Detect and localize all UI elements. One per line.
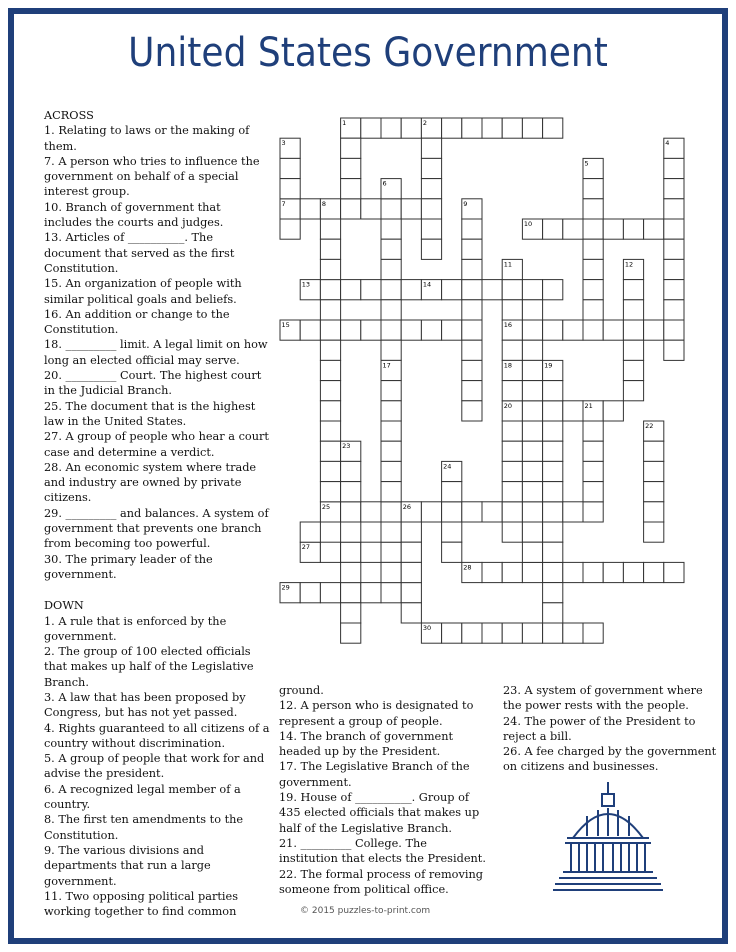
cell-number: 9 — [463, 199, 468, 208]
cell-number: 5 — [584, 159, 589, 168]
grid-cell[interactable] — [462, 280, 482, 300]
cell-number: 3 — [281, 139, 286, 148]
grid-cell[interactable] — [583, 623, 603, 643]
cell-number: 19 — [544, 361, 553, 370]
grid-cell[interactable] — [442, 280, 462, 300]
grid-cell[interactable] — [502, 381, 522, 401]
cell-number: 16 — [503, 321, 512, 329]
clue-text: 7. A person who tries to influence the government on behalf of a special interest group. — [44, 154, 260, 199]
grid-cell[interactable] — [381, 320, 401, 340]
grid-cell[interactable] — [381, 441, 401, 461]
grid-cell[interactable] — [543, 280, 563, 300]
clue-text: 10. Branch of government that includes the courts and judges. — [44, 200, 224, 230]
grid-cell[interactable] — [381, 421, 401, 441]
grid-cell[interactable] — [401, 542, 421, 562]
clue-text: 1. Relating to laws or the making of them. — [44, 124, 250, 153]
grid-cell[interactable] — [381, 239, 401, 259]
cell-number: 13 — [301, 280, 310, 289]
grid-cell[interactable] — [320, 340, 340, 360]
clue-text: 24. The power of the President to reject a bill. — [503, 714, 696, 743]
cell-number: 30 — [422, 624, 432, 632]
grid-cell[interactable] — [502, 118, 522, 138]
grid-cell[interactable] — [543, 441, 563, 461]
grid-cell[interactable] — [341, 502, 361, 522]
grid-cell[interactable] — [644, 562, 664, 582]
grid-cell[interactable] — [320, 320, 340, 340]
clue-text: 13. Articles of __________. The document that served as the first Constitution. — [44, 231, 235, 275]
grid-cell[interactable] — [300, 199, 320, 219]
grid-cell[interactable] — [381, 219, 401, 239]
grid-cell[interactable] — [320, 360, 340, 380]
grid-cell[interactable] — [320, 542, 340, 562]
clue-text: 29. _________ and balances. A system of government that prevents one branch from becoming too powerful. — [44, 506, 269, 551]
grid-cell[interactable] — [623, 340, 643, 360]
grid-cell[interactable] — [381, 583, 401, 603]
grid-cell[interactable] — [664, 259, 684, 279]
grid-cell[interactable] — [300, 522, 320, 542]
clue-text: 4. Rights guaranteed to all citizens of a country without discrimination. — [44, 721, 270, 750]
cell-number: 7 — [281, 199, 286, 208]
cell-number: 10 — [523, 220, 533, 228]
grid-cell[interactable] — [320, 381, 340, 401]
cell-number: 11 — [503, 260, 512, 269]
grid-cell[interactable] — [502, 300, 522, 320]
clue-text: 18. _________ limit. A legal limit on how long an elected official may serve. — [44, 338, 268, 367]
clue-text: 28. An economic system where trade and industry are owned by private citizens. — [44, 460, 257, 505]
grid-cell[interactable] — [522, 461, 542, 481]
grid-cell[interactable] — [644, 320, 664, 340]
grid-cell[interactable] — [300, 583, 320, 603]
grid-cell[interactable] — [401, 522, 421, 542]
grid-cell[interactable] — [401, 320, 421, 340]
grid-cell[interactable] — [522, 280, 542, 300]
grid-cell[interactable] — [320, 441, 340, 461]
grid-cell[interactable] — [462, 623, 482, 643]
grid-cell[interactable] — [381, 280, 401, 300]
grid-cell[interactable] — [341, 583, 361, 603]
grid-cell[interactable] — [482, 623, 502, 643]
grid-cell[interactable] — [361, 320, 381, 340]
grid-cell[interactable] — [664, 562, 684, 582]
grid-cell[interactable] — [563, 562, 583, 582]
cell-number: 24 — [443, 462, 452, 471]
grid-cell[interactable] — [644, 461, 664, 481]
clue-text: 16. An addition or change to the Constitution. — [44, 307, 230, 337]
grid-cell[interactable] — [421, 502, 441, 522]
grid-cell[interactable] — [522, 360, 542, 380]
grid-cell[interactable] — [421, 138, 441, 158]
clue-text: 22. The formal process of removing someone from political office. — [279, 867, 483, 896]
clue-text: 26. A fee charged by the government on citizens and businesses. — [503, 745, 717, 774]
grid-cell[interactable] — [583, 219, 603, 239]
grid-cell[interactable] — [361, 280, 381, 300]
grid-cell[interactable] — [401, 583, 421, 603]
grid-cell[interactable] — [623, 219, 643, 239]
grid-cell[interactable] — [381, 340, 401, 360]
grid-cell[interactable] — [543, 320, 563, 340]
clue-text: 14. The branch of government headed up by the President. — [279, 729, 454, 759]
grid-cell[interactable] — [381, 199, 401, 219]
grid-cell[interactable] — [462, 401, 482, 421]
grid-cell[interactable] — [462, 360, 482, 380]
grid-cell[interactable] — [644, 482, 664, 502]
clue-text: 15. An organization of people with similar political goals and beliefs. — [44, 277, 242, 306]
grid-cell[interactable] — [603, 401, 623, 421]
cell-number: 21 — [584, 401, 593, 410]
grid-cell[interactable] — [280, 158, 300, 178]
grid-cell[interactable] — [664, 280, 684, 300]
grid-cell[interactable] — [563, 401, 583, 421]
grid-cell[interactable] — [522, 522, 542, 542]
grid-cell[interactable] — [381, 522, 401, 542]
grid-cell[interactable] — [664, 219, 684, 239]
grid-cell[interactable] — [381, 562, 401, 582]
grid-cell[interactable] — [421, 199, 441, 219]
cell-number: 15 — [281, 321, 290, 329]
grid-cell[interactable] — [401, 603, 421, 623]
grid-cell[interactable] — [522, 441, 542, 461]
grid-cell[interactable] — [623, 381, 643, 401]
grid-cell[interactable] — [502, 461, 522, 481]
grid-cell[interactable] — [522, 421, 542, 441]
grid-cell[interactable] — [341, 482, 361, 502]
grid-cell[interactable] — [522, 623, 542, 643]
grid-cell[interactable] — [583, 199, 603, 219]
grid-cell[interactable] — [421, 219, 441, 239]
grid-cell[interactable] — [563, 219, 583, 239]
grid-cell[interactable] — [502, 562, 522, 582]
grid-cell[interactable] — [442, 482, 462, 502]
cell-number: 29 — [281, 583, 290, 592]
clue-text: 25. The document that is the highest law in the United States. — [44, 399, 256, 428]
grid-cell[interactable] — [502, 482, 522, 502]
cell-number: 12 — [624, 260, 634, 269]
down-heading: DOWN — [44, 599, 84, 613]
grid-cell[interactable] — [522, 320, 542, 340]
grid-cell[interactable] — [502, 623, 522, 643]
grid-cell[interactable] — [644, 522, 664, 542]
grid-cell[interactable] — [603, 320, 623, 340]
grid-cell[interactable] — [543, 421, 563, 441]
grid-cell[interactable] — [300, 320, 320, 340]
grid-cell[interactable] — [603, 562, 623, 582]
grid-cell[interactable] — [623, 562, 643, 582]
grid-cell[interactable] — [320, 300, 340, 320]
cell-number: 8 — [321, 199, 327, 208]
grid-cell[interactable] — [341, 542, 361, 562]
grid-cell[interactable] — [442, 522, 462, 542]
grid-cell[interactable] — [664, 320, 684, 340]
grid-cell[interactable] — [341, 522, 361, 542]
clue-text: 9. The various divisions and departments that run a large government. — [44, 843, 211, 888]
grid-cell[interactable] — [583, 461, 603, 481]
grid-cell[interactable] — [341, 199, 361, 219]
grid-cell[interactable] — [543, 623, 563, 643]
grid-cell[interactable] — [320, 421, 340, 441]
grid-cell[interactable] — [583, 421, 603, 441]
grid-cell[interactable] — [543, 118, 563, 138]
grid-cell[interactable] — [522, 381, 542, 401]
grid-cell[interactable] — [401, 280, 421, 300]
cell-number: 20 — [503, 401, 512, 410]
cell-number: 23 — [342, 442, 351, 451]
clue-text: 3. A law that has been proposed by Congress, but has not yet passed. — [44, 690, 246, 720]
grid-cell[interactable] — [522, 542, 542, 562]
grid-cell[interactable] — [381, 461, 401, 481]
cell-number: 17 — [382, 361, 391, 370]
grid-cell[interactable] — [482, 280, 502, 300]
grid-cell[interactable] — [320, 239, 340, 259]
cell-number: 18 — [503, 361, 512, 370]
grid-cell[interactable] — [320, 219, 340, 239]
grid-cell[interactable] — [644, 441, 664, 461]
cell-number: 14 — [422, 280, 432, 289]
grid-cell[interactable] — [421, 158, 441, 178]
clue-text: 2. The group of 100 elected officials that makes up half of the Legislative Branch. — [44, 645, 254, 689]
grid-cell[interactable] — [664, 179, 684, 199]
cell-number: 25 — [321, 502, 331, 511]
clue-text: 17. The Legislative Branch of the government. — [279, 760, 470, 789]
grid-cell[interactable] — [361, 502, 381, 522]
grid-cell[interactable] — [381, 259, 401, 279]
grid-cell[interactable] — [664, 158, 684, 178]
clue-text: 19. House of __________. Group of 435 elected officials that makes up half of the Legislative Branch. — [279, 791, 480, 835]
grid-cell[interactable] — [462, 259, 482, 279]
grid-cell[interactable] — [563, 320, 583, 340]
grid-cell[interactable] — [502, 421, 522, 441]
grid-cell[interactable] — [381, 300, 401, 320]
grid-cell[interactable] — [583, 179, 603, 199]
grid-cell[interactable] — [543, 482, 563, 502]
grid-cell[interactable] — [543, 583, 563, 603]
grid-cell[interactable] — [320, 461, 340, 481]
grid-cell[interactable] — [563, 502, 583, 522]
grid-cell[interactable] — [320, 482, 340, 502]
grid-cell[interactable] — [442, 118, 462, 138]
grid-cell[interactable] — [341, 562, 361, 582]
grid-cell[interactable] — [623, 360, 643, 380]
grid-cell[interactable] — [502, 280, 522, 300]
grid-cell[interactable] — [462, 320, 482, 340]
grid-cell[interactable] — [543, 401, 563, 421]
grid-cell[interactable] — [462, 219, 482, 239]
grid-cell[interactable] — [522, 401, 542, 421]
grid-cell[interactable] — [644, 502, 664, 522]
grid-cell[interactable] — [381, 381, 401, 401]
cell-number: 26 — [402, 502, 411, 511]
cell-number: 22 — [645, 422, 654, 430]
grid-cell[interactable] — [482, 118, 502, 138]
clue-text: 6. A recognized legal member of a country. — [44, 782, 241, 812]
grid-cell[interactable] — [341, 158, 361, 178]
grid-cell[interactable] — [502, 522, 522, 542]
grid-cell[interactable] — [583, 502, 603, 522]
cell-number: 4 — [665, 139, 670, 148]
grid-cell[interactable] — [502, 502, 522, 522]
cell-number: 27 — [301, 543, 310, 552]
across-heading: ACROSS — [44, 109, 94, 122]
grid-cell[interactable] — [543, 502, 563, 522]
grid-cell[interactable] — [543, 562, 563, 582]
grid-cell[interactable] — [522, 562, 542, 582]
grid-cell[interactable] — [462, 340, 482, 360]
grid-cell[interactable] — [381, 118, 401, 138]
grid-cell[interactable] — [442, 502, 462, 522]
clue-text: 21. _________ College. The institution that elects the President. — [279, 836, 486, 866]
capitol-dome-icon — [553, 780, 663, 900]
grid-cell[interactable] — [664, 300, 684, 320]
grid-cell[interactable] — [361, 199, 381, 219]
grid-cell[interactable] — [341, 138, 361, 158]
grid-cell[interactable] — [543, 542, 563, 562]
grid-cell[interactable] — [522, 118, 542, 138]
grid-cell[interactable] — [502, 441, 522, 461]
cell-number: 6 — [382, 179, 387, 188]
grid-cell[interactable] — [664, 239, 684, 259]
clue-text: 27. A group of people who hear a court case and determine a verdict. — [44, 430, 269, 459]
grid-cell[interactable] — [401, 562, 421, 582]
grid-cell[interactable] — [401, 118, 421, 138]
clue-text: ground. — [279, 684, 324, 697]
grid-cell[interactable] — [462, 502, 482, 522]
grid-cell[interactable] — [442, 542, 462, 562]
grid-cell[interactable] — [462, 300, 482, 320]
grid-cell[interactable] — [361, 542, 381, 562]
grid-cell[interactable] — [280, 179, 300, 199]
grid-cell[interactable] — [543, 461, 563, 481]
clue-text: 11. Two opposing political parties working together to find common — [44, 889, 239, 919]
grid-cell[interactable] — [462, 118, 482, 138]
grid-cell[interactable] — [583, 300, 603, 320]
grid-cell[interactable] — [583, 239, 603, 259]
grid-cell[interactable] — [320, 401, 340, 421]
clue-text: 12. A person who is designated to represent a group of people. — [279, 699, 474, 728]
grid-cell[interactable] — [583, 280, 603, 300]
grid-cell[interactable] — [361, 118, 381, 138]
grid-cell[interactable] — [442, 623, 462, 643]
grid-cell[interactable] — [563, 623, 583, 643]
grid-cell[interactable] — [583, 482, 603, 502]
grid-cell[interactable] — [341, 320, 361, 340]
grid-cell[interactable] — [462, 381, 482, 401]
grid-cell[interactable] — [421, 239, 441, 259]
page-title: United States Government — [128, 30, 608, 76]
grid-cell[interactable] — [462, 239, 482, 259]
grid-cell[interactable] — [623, 280, 643, 300]
grid-cell[interactable] — [361, 583, 381, 603]
grid-cell[interactable] — [522, 340, 542, 360]
grid-cell[interactable] — [664, 199, 684, 219]
grid-cell[interactable] — [543, 219, 563, 239]
grid-cell[interactable] — [341, 623, 361, 643]
clue-text: 8. The first ten amendments to the Constitution. — [44, 813, 244, 842]
grid-cell[interactable] — [421, 320, 441, 340]
clue-text: 30. The primary leader of the government. — [44, 552, 213, 581]
grid-cell[interactable] — [341, 603, 361, 623]
grid-cell[interactable] — [482, 502, 502, 522]
grid-cell[interactable] — [401, 199, 421, 219]
grid-cell[interactable] — [583, 441, 603, 461]
grid-cell[interactable] — [623, 320, 643, 340]
grid-cell[interactable] — [381, 502, 401, 522]
grid-cell[interactable] — [543, 603, 563, 623]
grid-cell[interactable] — [341, 280, 361, 300]
cell-number: 2 — [422, 119, 428, 127]
grid-cell[interactable] — [664, 340, 684, 360]
grid-cell[interactable] — [442, 320, 462, 340]
grid-cell[interactable] — [381, 542, 401, 562]
grid-cell[interactable] — [644, 219, 664, 239]
clue-text: 5. A group of people that work for and advise the president. — [44, 752, 265, 781]
grid-cell[interactable] — [543, 381, 563, 401]
grid-cell[interactable] — [341, 461, 361, 481]
clue-text: 20. _________ Court. The highest court in the Judicial Branch. — [44, 369, 262, 398]
grid-cell[interactable] — [320, 280, 340, 300]
grid-cell[interactable] — [381, 482, 401, 502]
grid-cell[interactable] — [502, 340, 522, 360]
grid-cell[interactable] — [320, 259, 340, 279]
clue-text: 23. A system of government where the power rests with the people. — [503, 684, 703, 713]
copyright-text: © 2015 puzzles-to-print.com — [300, 906, 431, 916]
grid-cell[interactable] — [623, 300, 643, 320]
grid-cell[interactable] — [482, 562, 502, 582]
grid-cell[interactable] — [381, 401, 401, 421]
grid-cell[interactable] — [280, 219, 300, 239]
grid-cell[interactable] — [603, 219, 623, 239]
grid-cell[interactable] — [522, 300, 542, 320]
grid-cell[interactable] — [543, 522, 563, 542]
grid-cell[interactable] — [320, 583, 340, 603]
grid-cell[interactable] — [583, 259, 603, 279]
grid-cell[interactable] — [583, 320, 603, 340]
clue-text: 1. A rule that is enforced by the government. — [44, 614, 227, 643]
grid-cell[interactable] — [341, 179, 361, 199]
grid-cell[interactable] — [583, 562, 603, 582]
cell-number: 1 — [342, 119, 347, 127]
cell-number: 28 — [463, 563, 472, 572]
grid-cell[interactable] — [522, 502, 542, 522]
grid-cell[interactable] — [522, 482, 542, 502]
grid-cell[interactable] — [421, 179, 441, 199]
